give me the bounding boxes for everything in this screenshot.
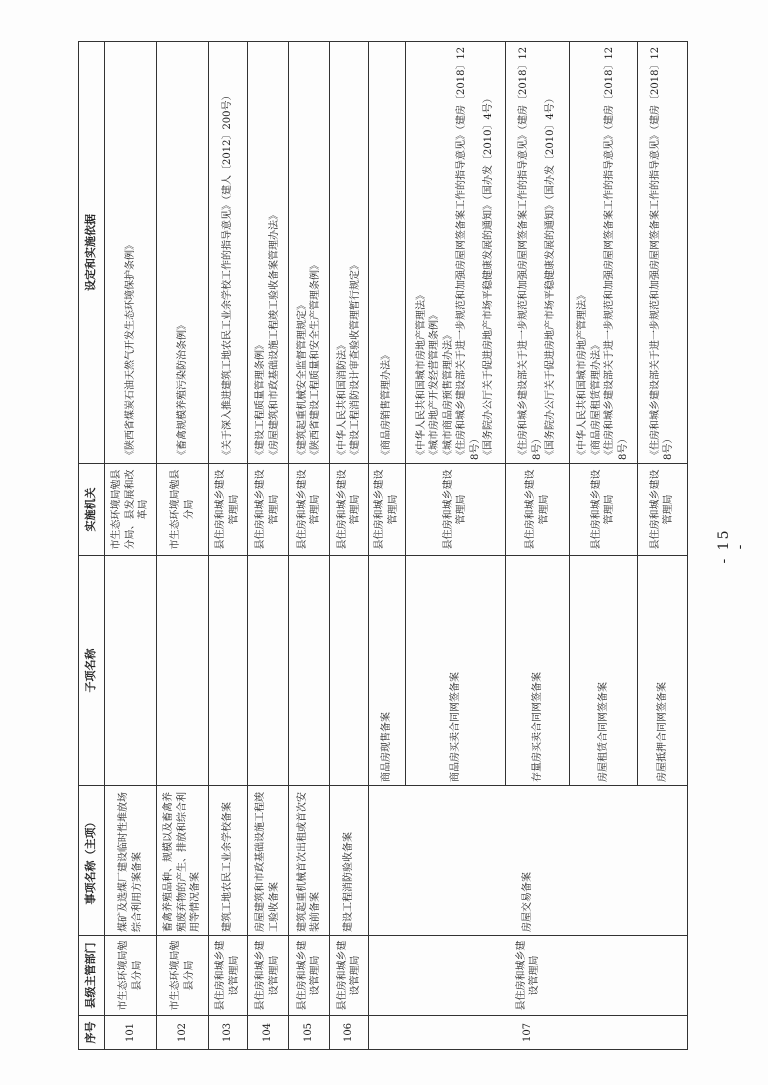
seq-cell: 106: [330, 1016, 369, 1050]
item-cell: 畜禽养殖品种、规模以及畜禽养殖废弃物的产生、排放和综合利用等情况备案: [157, 786, 209, 936]
basis-cell: [369, 42, 406, 464]
rotated-table-wrapper: [78, 42, 688, 1050]
item-cell: 房屋交易备案: [369, 786, 688, 936]
item-cell: 建筑起重机械首次出租或首次安装前备案: [289, 786, 330, 936]
agency-cell: 县住房和城乡建设管理局: [570, 464, 637, 556]
dept-cell: 县住房和城乡建设管理局: [330, 936, 369, 1016]
agency-cell: 县住房和城乡建设管理局: [247, 464, 288, 556]
basis-line: 《畜禽规模养殖污染防治条例》: [176, 320, 188, 460]
table-header-row: [79, 42, 105, 1050]
basis-cell: [157, 42, 209, 464]
basis-line: 《商品房销售管理办法》: [381, 350, 393, 460]
dept-cell: 县住房和城乡建设管理局: [209, 936, 248, 1016]
seq-cell: 105: [289, 1016, 330, 1050]
header-item: 事项名称（主项）: [79, 786, 105, 936]
basis-line: 《建设工程质量管理条例》: [255, 340, 267, 460]
basis-line: 《国务院办公厅关于促进房地产市场平稳健康发展的通知》（国办发〔2010〕4号）: [483, 93, 495, 460]
header-seq: 序号: [79, 1016, 105, 1050]
agency-cell: 县住房和城乡建设管理局: [405, 464, 506, 556]
header-agency: 实施机关: [79, 464, 105, 556]
basis-line: 《国务院办公厅关于促进房地产市场平稳健康发展的通知》（国办发〔2010〕4号）: [545, 93, 557, 460]
dept-cell: 市生态环境局勉县分局: [157, 936, 209, 1016]
basis-line: 《关于深入推进建筑工地农民工业余学校工作的指导意见》（建人〔2012〕200号）: [222, 90, 234, 460]
basis-cell: [105, 42, 157, 464]
subitem-cell: 商品房买卖合同网签备案: [405, 556, 506, 786]
basis-line: 《住房和城乡建设部关于进一步规范和加强房屋网签备案工作的指导意见》（建房〔2018〕128号）: [649, 46, 675, 460]
basis-line: 《中华人民共和国城市房地产管理法》: [577, 290, 589, 460]
agency-cell: 市生态环境局勉县分局、县发展和改革局: [105, 464, 157, 556]
table-row: [209, 42, 248, 1050]
basis-line: 《商品房屋租赁管理办法》: [590, 340, 602, 460]
basis-line: 《住房和城乡建设部关于进一步规范和加强房屋网签备案工作的指导意见》（建房〔2018〕128号）: [604, 46, 629, 460]
dept-cell: 县住房和城乡建设管理局: [289, 936, 330, 1016]
basis-line: 《城市商品房预售管理办法》: [442, 330, 454, 460]
subitem-cell: [289, 556, 330, 786]
basis-cell: [330, 42, 369, 464]
agency-cell: 县住房和城乡建设管理局: [289, 464, 330, 556]
table-row: [330, 42, 369, 1050]
basis-line: 《陕西省建设工程质量和安全生产管理条例》: [310, 260, 322, 460]
basis-cell: [405, 42, 506, 464]
agency-cell: 市生态环境局勉县分局: [157, 464, 209, 556]
page-number: - 15 -: [716, 528, 748, 564]
agency-cell: 县住房和城乡建设管理局: [330, 464, 369, 556]
basis-cell: [506, 42, 570, 464]
basis-line: 《房屋建筑和市政基础设施工程竣工验收备案管理办法》: [268, 210, 280, 460]
seq-cell: 107: [369, 1016, 688, 1050]
table-row: [289, 42, 330, 1050]
item-cell: 建设工程消防验收备案: [330, 786, 369, 936]
agency-cell: 县住房和城乡建设管理局: [637, 464, 687, 556]
basis-line: 《住房和城乡建设部关于进一步规范和加强房屋网签备案工作的指导意见》（建房〔2018〕128号）: [456, 46, 481, 460]
basis-line: 《陕西省煤炭石油天然气开发生态环境保护条例》: [124, 240, 136, 460]
basis-line: 《城市房地产开发经营管理条例》: [429, 310, 441, 460]
header-dept: 县级主管部门: [79, 936, 105, 1016]
subitem-cell: 存量房买卖合同网签备案: [506, 556, 570, 786]
basis-line: 《中华人民共和国城市房地产管理法》: [415, 290, 427, 460]
item-cell: 煤矿及选煤厂建设临时性堆放场综合利用方案备案: [105, 786, 157, 936]
dept-cell: 县住房和城乡建设管理局: [247, 936, 288, 1016]
table-row: [105, 42, 157, 1050]
basis-line: 《建设工程消防设计审查验收管理暂行规定》: [350, 260, 362, 460]
table-row: [247, 42, 288, 1050]
agency-cell: 县住房和城乡建设管理局: [506, 464, 570, 556]
subitem-cell: [330, 556, 369, 786]
filing-items-table: [78, 41, 688, 1050]
agency-cell: 县住房和城乡建设管理局: [369, 464, 406, 556]
agency-cell: 县住房和城乡建设管理局: [209, 464, 248, 556]
item-cell: 房屋建筑和市政基础设施工程竣工验收备案: [247, 786, 288, 936]
seq-cell: 102: [157, 1016, 209, 1050]
subitem-cell: 房屋租赁合同网签备案: [570, 556, 637, 786]
dept-cell: 县住房和城乡建设管理局: [369, 936, 688, 1016]
subitem-cell: [247, 556, 288, 786]
subitem-cell: [209, 556, 248, 786]
header-basis: 设定和实施依据: [79, 42, 105, 464]
seq-cell: 104: [247, 1016, 288, 1050]
basis-line: 《住房和城乡建设部关于进一步规范和加强房屋网签备案工作的指导意见》（建房〔2018〕128号）: [518, 46, 543, 460]
header-subitem: 子项名称: [79, 556, 105, 786]
subitem-cell: 商品房现售备案: [369, 556, 406, 786]
seq-cell: 103: [209, 1016, 248, 1050]
basis-cell: [637, 42, 687, 464]
basis-cell: [247, 42, 288, 464]
subitem-cell: [157, 556, 209, 786]
subitem-cell: 房屋抵押合同网签备案: [637, 556, 687, 786]
item-cell: 建筑工地农民工业余学校备案: [209, 786, 248, 936]
basis-line: 《建筑起重机械安全监督管理规定》: [296, 300, 308, 460]
basis-cell: [289, 42, 330, 464]
table-row: [157, 42, 209, 1050]
basis-line: 《中华人民共和国消防法》: [336, 340, 348, 460]
subitem-cell: [105, 556, 157, 786]
table-row: [369, 42, 406, 1050]
seq-cell: 101: [105, 1016, 157, 1050]
basis-cell: [209, 42, 248, 464]
dept-cell: 市生态环境局勉县分局: [105, 936, 157, 1016]
basis-cell: [570, 42, 637, 464]
